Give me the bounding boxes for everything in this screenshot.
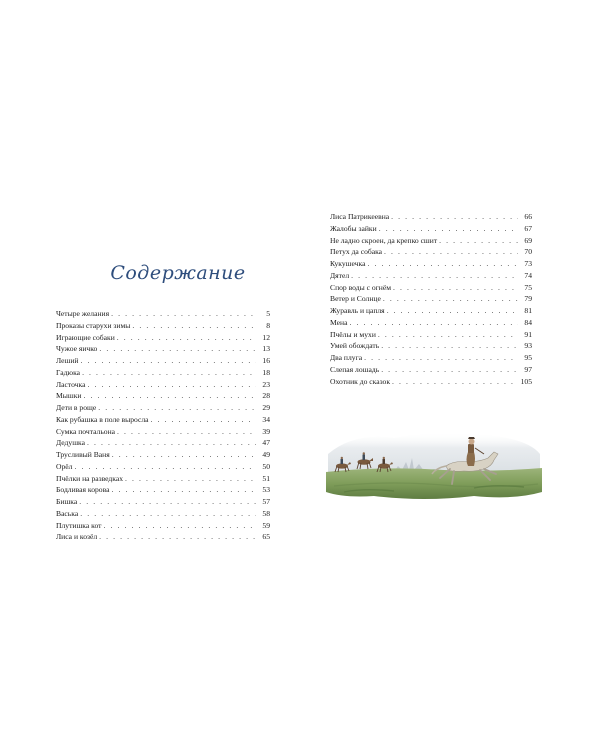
toc-entry-page: 23 bbox=[262, 379, 270, 389]
toc-entry[interactable] bbox=[56, 343, 270, 355]
toc-entry[interactable] bbox=[330, 246, 532, 258]
toc-entry[interactable] bbox=[56, 355, 270, 367]
toc-entry-page: 16 bbox=[262, 356, 270, 365]
toc-entry[interactable] bbox=[330, 235, 532, 247]
toc-entry[interactable] bbox=[56, 508, 270, 520]
toc-entry[interactable] bbox=[330, 223, 532, 235]
toc-entry-page: 12 bbox=[262, 332, 270, 342]
toc-leader-dots bbox=[387, 305, 518, 317]
toc-entry-page: 75 bbox=[524, 282, 532, 292]
toc-entry-title: Как рубашка в поле выросла bbox=[56, 414, 149, 424]
toc-entry-title: Охотник до сказок bbox=[330, 376, 391, 386]
toc-entry[interactable] bbox=[56, 367, 270, 379]
toc-entry[interactable] bbox=[56, 473, 270, 485]
toc-entry-title: Петух да собака bbox=[330, 247, 383, 257]
toc-right-column bbox=[330, 211, 532, 387]
toc-leader-dots bbox=[379, 223, 518, 235]
toc-entry-page: 74 bbox=[524, 270, 532, 280]
toc-entry-title: Дети в роще bbox=[56, 403, 97, 412]
toc-entry-page: 34 bbox=[262, 414, 270, 424]
toc-leader-dots bbox=[367, 258, 518, 270]
toc-entry-title: Орёл bbox=[56, 461, 73, 471]
toc-leader-dots bbox=[391, 211, 518, 223]
toc-entry[interactable] bbox=[330, 305, 532, 317]
toc-entry[interactable] bbox=[330, 329, 532, 341]
toc-entry[interactable] bbox=[330, 293, 532, 305]
toc-leader-dots bbox=[111, 308, 256, 320]
toc-leader-dots bbox=[393, 282, 518, 294]
toc-entry-title: Спор воды с огнём bbox=[330, 282, 392, 292]
toc-leader-dots bbox=[80, 508, 256, 520]
toc-entry[interactable] bbox=[56, 437, 270, 449]
toc-entry-page: 84 bbox=[524, 317, 532, 327]
toc-leader-dots bbox=[80, 355, 256, 367]
toc-leader-dots bbox=[111, 484, 256, 496]
toc-entry-title: Бишка bbox=[56, 497, 78, 506]
toc-leader-dots bbox=[99, 531, 256, 543]
toc-entry-page: 105 bbox=[520, 376, 532, 386]
toc-leader-dots bbox=[83, 390, 256, 402]
toc-entry[interactable] bbox=[56, 449, 270, 461]
toc-entry-title: Четыре желания bbox=[56, 309, 110, 318]
riders-on-horses-illustration bbox=[324, 414, 544, 504]
toc-entry-page: 8 bbox=[266, 320, 270, 330]
toc-entry[interactable] bbox=[56, 332, 270, 344]
toc-entry-page: 73 bbox=[524, 259, 532, 268]
toc-entry-page: 69 bbox=[524, 235, 532, 245]
toc-entry-page: 53 bbox=[262, 485, 270, 495]
toc-entry-title: Пчёлки на разведках bbox=[56, 473, 124, 483]
toc-entry-title: Не ладно скроен, да крепко сшит bbox=[330, 235, 438, 245]
toc-entry-title: Леший bbox=[56, 356, 79, 365]
toc-leader-dots bbox=[381, 364, 518, 376]
toc-entry-page: 18 bbox=[262, 367, 270, 377]
toc-entry-title: Чужое яичко bbox=[56, 344, 98, 354]
toc-leader-dots bbox=[112, 449, 256, 461]
toc-entry-page: 57 bbox=[262, 497, 270, 506]
toc-leader-dots bbox=[117, 426, 256, 438]
toc-entry-page: 91 bbox=[524, 329, 532, 339]
toc-entry[interactable] bbox=[56, 402, 270, 414]
toc-entry[interactable] bbox=[56, 379, 270, 391]
toc-leader-dots bbox=[87, 437, 256, 449]
toc-entry-page: 67 bbox=[524, 223, 532, 233]
toc-entry[interactable] bbox=[56, 426, 270, 438]
toc-entry[interactable] bbox=[56, 461, 270, 473]
toc-leader-dots bbox=[87, 379, 256, 391]
toc-entry-page: 58 bbox=[262, 508, 270, 518]
toc-entry[interactable] bbox=[56, 520, 270, 532]
toc-entry[interactable] bbox=[330, 282, 532, 294]
toc-leader-dots bbox=[82, 367, 256, 379]
toc-leader-dots bbox=[98, 402, 256, 414]
toc-leader-dots bbox=[99, 343, 256, 355]
toc-entry-page: 39 bbox=[262, 426, 270, 436]
toc-leader-dots bbox=[392, 376, 518, 388]
toc-entry-page: 95 bbox=[524, 353, 532, 362]
toc-entry-page: 13 bbox=[262, 344, 270, 354]
toc-entry-title: Сумка почтальона bbox=[56, 426, 116, 436]
toc-entry[interactable] bbox=[56, 308, 270, 320]
toc-entry-page: 5 bbox=[266, 309, 270, 318]
toc-entry-title: Мышки bbox=[56, 391, 82, 401]
toc-entry-title: Ветер и Солнце bbox=[330, 294, 381, 304]
toc-entry-title: Гадюка bbox=[56, 367, 81, 377]
toc-entry-page: 29 bbox=[262, 403, 270, 412]
toc-leader-dots bbox=[381, 340, 518, 352]
toc-entry[interactable] bbox=[330, 211, 532, 223]
toc-entry-page: 51 bbox=[262, 473, 270, 483]
contents-heading: Содержание bbox=[110, 262, 246, 284]
toc-entry-page: 97 bbox=[524, 364, 532, 374]
toc-entry-title: Плутишка кот bbox=[56, 520, 102, 530]
toc-leader-dots bbox=[383, 293, 518, 305]
toc-entry-page: 50 bbox=[262, 461, 270, 471]
toc-leader-dots bbox=[117, 332, 256, 344]
toc-entry-title: Кукушечка bbox=[330, 259, 366, 268]
toc-entry-title: Играющие собаки bbox=[56, 332, 115, 342]
toc-entry-title: Дятел bbox=[330, 270, 350, 280]
toc-entry-title: Лиса и козёл bbox=[56, 532, 98, 542]
toc-entry-title: Журавль и цапля bbox=[330, 306, 385, 315]
toc-entry-page: 79 bbox=[524, 294, 532, 304]
toc-leader-dots bbox=[74, 461, 256, 473]
toc-entry-title: Дедушка bbox=[56, 438, 85, 448]
toc-leader-dots bbox=[103, 520, 256, 532]
toc-entry-title: Слепая лошадь bbox=[330, 364, 380, 374]
toc-entry-page: 49 bbox=[262, 450, 270, 459]
toc-entry-title: Мена bbox=[330, 317, 348, 327]
toc-entry-title: Пчёлы и мухи bbox=[330, 329, 376, 339]
toc-leader-dots bbox=[364, 352, 518, 364]
toc-entry-title: Лиса Патрикеевна bbox=[330, 212, 390, 221]
toc-leader-dots bbox=[351, 270, 518, 282]
toc-entry[interactable] bbox=[330, 352, 532, 364]
toc-entry[interactable] bbox=[56, 484, 270, 496]
toc-entry-page: 66 bbox=[524, 212, 532, 221]
toc-entry-title: Два плуга bbox=[330, 353, 363, 362]
toc-entry-title: Жалобы зайки bbox=[330, 223, 377, 233]
toc-entry[interactable] bbox=[56, 320, 270, 332]
toc-entry-title: Умей обождать bbox=[330, 341, 380, 351]
toc-entry-title: Васька bbox=[56, 508, 79, 518]
toc-entry-title: Трусливый Ваня bbox=[56, 450, 110, 459]
toc-entry[interactable] bbox=[56, 390, 270, 402]
toc-entry-page: 28 bbox=[262, 391, 270, 401]
toc-entry-title: Бодливая корова bbox=[56, 485, 110, 495]
toc-entry[interactable] bbox=[330, 364, 532, 376]
toc-entry[interactable] bbox=[330, 317, 532, 329]
toc-entry-page: 47 bbox=[262, 438, 270, 448]
toc-entry[interactable] bbox=[56, 414, 270, 426]
toc-entry[interactable] bbox=[330, 270, 532, 282]
toc-entry-title: Ласточка bbox=[56, 379, 86, 389]
toc-entry-page: 81 bbox=[524, 306, 532, 315]
toc-entry-page: 70 bbox=[524, 247, 532, 257]
toc-entry[interactable] bbox=[330, 340, 532, 352]
toc-entry-page: 65 bbox=[262, 532, 270, 542]
toc-entry-page: 59 bbox=[262, 520, 270, 530]
toc-entry[interactable] bbox=[56, 531, 270, 543]
toc-entry-page: 93 bbox=[524, 341, 532, 351]
toc-entry[interactable] bbox=[330, 376, 532, 388]
toc-leader-dots bbox=[439, 235, 518, 247]
toc-leader-dots bbox=[151, 414, 256, 426]
toc-leader-dots bbox=[384, 246, 518, 258]
toc-leader-dots bbox=[132, 320, 256, 332]
toc-entry[interactable] bbox=[56, 496, 270, 508]
toc-leader-dots bbox=[125, 473, 256, 485]
toc-entry-title: Проказы старухи зимы bbox=[56, 320, 131, 330]
toc-leader-dots bbox=[349, 317, 518, 329]
toc-entry[interactable] bbox=[330, 258, 532, 270]
toc-leader-dots bbox=[378, 329, 518, 341]
toc-leader-dots bbox=[79, 496, 256, 508]
toc-left-column bbox=[56, 308, 270, 543]
